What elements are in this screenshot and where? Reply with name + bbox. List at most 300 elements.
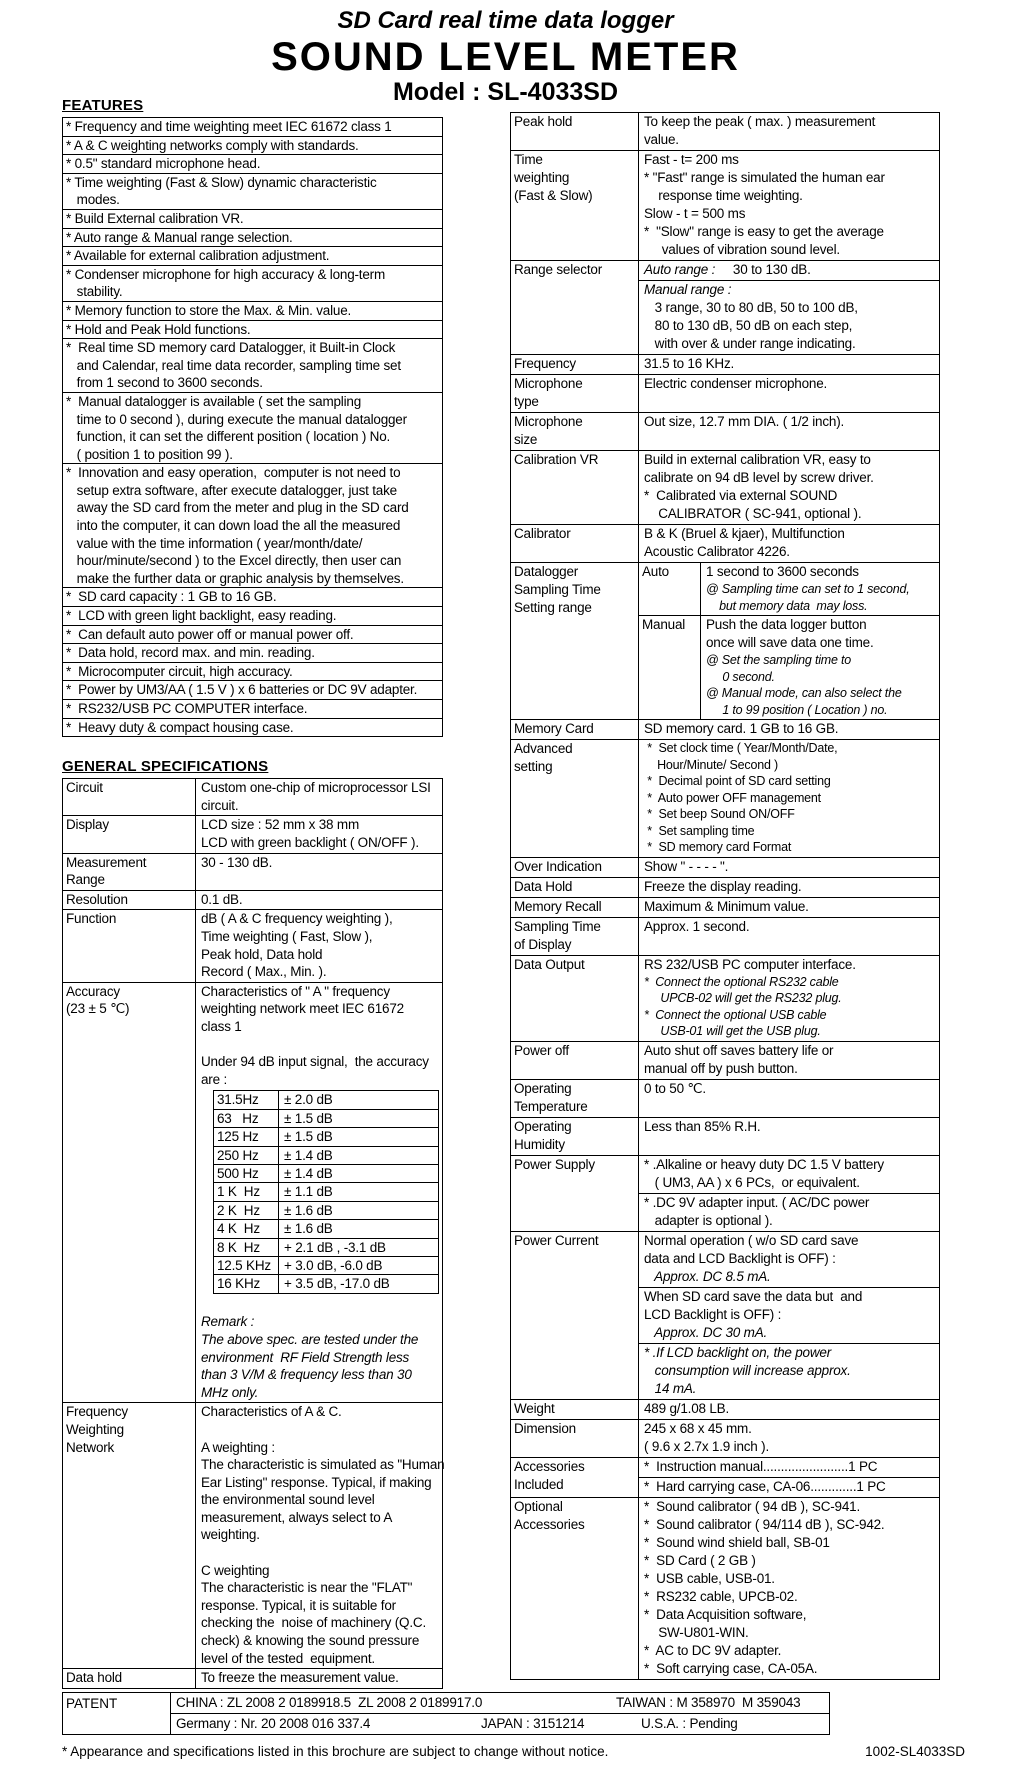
spec-row	[511, 524, 939, 562]
text-line: measurement, always select to A	[201, 1509, 393, 1525]
patent-germany: Germany : Nr. 20 2008 016 337.4	[176, 1716, 371, 1731]
text-line: * Real time SD memory card Datalogger, it Built-in Clock	[66, 340, 396, 356]
text-line: Freeze the display reading.	[644, 878, 802, 894]
text-line: 31.5 to 16 KHz.	[644, 356, 735, 371]
text-line: class 1	[201, 1018, 242, 1034]
accuracy-tolerance: + 3.0 dB, -6.0 dB	[284, 1257, 383, 1273]
spec-value-area	[639, 740, 939, 857]
spec-label	[511, 1498, 639, 1679]
text-line: Memory Card	[514, 721, 594, 736]
text-line: 80 to 130 dB, 50 dB on each step,	[644, 318, 853, 333]
text-line: weighting	[514, 170, 570, 185]
text-line: USB-01 will get the USB plug.	[644, 1024, 821, 1038]
accuracy-tolerance: ± 1.5 dB	[284, 1129, 333, 1145]
spec-row	[511, 354, 939, 374]
feature-item	[63, 136, 442, 155]
text-line: * Heavy duty & compact housing case.	[66, 719, 294, 735]
text-line: time to 0 second ), during execute the manual datalogger	[66, 411, 407, 427]
text-line: checking the noise of machinery (Q.C.	[201, 1615, 427, 1631]
spec-label	[511, 1458, 639, 1497]
accuracy-tolerance: + 3.5 dB, -17.0 dB	[284, 1276, 390, 1292]
text-line: ( position 1 to position 99 ).	[66, 446, 233, 462]
text-line: Microphone	[514, 414, 583, 429]
text-line: LCD Backlight is OFF) :	[644, 1306, 782, 1322]
text-line: modes.	[66, 192, 120, 208]
text-line: Sampling Time	[514, 582, 601, 597]
spec-value	[639, 956, 939, 1041]
text-line: hour/minute/second ) to the Excel directly, then user can	[66, 553, 402, 569]
feature-item	[63, 587, 442, 606]
accuracy-row	[214, 1274, 438, 1292]
text-line: Accessories	[514, 1516, 585, 1532]
text-line: 245 x 68 x 45 mm.	[644, 1420, 752, 1436]
text-line: @ Sampling time can set to 1 second,	[706, 582, 910, 596]
text-line: 0 second.	[706, 669, 775, 684]
spec-value	[639, 151, 939, 260]
text-line: Less than 85% R.H.	[644, 1118, 761, 1134]
text-line: Hour/Minute/ Second )	[644, 757, 778, 772]
text-line: @ Manual mode, can also select the	[706, 686, 902, 700]
spec-value-area	[639, 451, 939, 524]
accuracy-frequency: 16 KHz	[214, 1275, 279, 1292]
text-line: Memory Recall	[514, 898, 602, 914]
feature-item	[63, 173, 442, 209]
spec-label	[511, 898, 639, 917]
spec-value-area	[639, 1232, 939, 1399]
spec-row	[511, 260, 939, 354]
spec-row	[63, 982, 442, 1403]
text-line: SW-U801-WIN.	[644, 1624, 749, 1640]
text-line: Weighting	[66, 1421, 124, 1437]
spec-value-area	[639, 1042, 939, 1079]
text-line	[201, 1296, 440, 1314]
spec-value-area	[639, 720, 939, 739]
spec-value	[196, 983, 442, 1403]
text-line: When SD card save the data but and	[644, 1288, 863, 1304]
spec-value	[639, 525, 939, 562]
text-line: Under 94 dB input signal, the accuracy	[201, 1054, 429, 1070]
spec-value-area	[639, 375, 939, 412]
text-line: environment RF Field Strength less	[201, 1349, 410, 1365]
accuracy-row	[214, 1238, 438, 1256]
text-line: (23 ± 5 ℃)	[66, 1001, 130, 1017]
text-line: * AC to DC 9V adapter.	[644, 1642, 782, 1658]
spec-value-area	[639, 113, 939, 150]
accuracy-row	[214, 1201, 438, 1219]
text-line: Manual	[642, 617, 686, 632]
text-line: adapter is optional ).	[644, 1212, 773, 1228]
text-line: type	[514, 394, 539, 409]
text-line: Calibration VR	[514, 452, 599, 467]
text-line: dB ( A & C frequency weighting ),	[201, 911, 393, 927]
general-specs-table	[62, 778, 443, 1689]
text-line: * Auto range & Manual range selection.	[66, 229, 293, 245]
text-line: Time	[514, 152, 543, 167]
text-line: * Power by UM3/AA ( 1.5 V ) x 6 batteries or DC 9V adapter.	[66, 682, 418, 698]
patent-taiwan: TAIWAN : M 358970 M 359043	[616, 1695, 801, 1710]
patent-usa: U.S.A. : Pending	[641, 1716, 738, 1731]
text-line: Weight	[514, 1400, 555, 1416]
text-line: Accuracy	[66, 983, 120, 999]
spec-value	[639, 1156, 939, 1193]
text-line: Characteristics of " A " frequency	[201, 983, 390, 999]
spec-row	[511, 1079, 939, 1117]
feature-item	[63, 662, 442, 681]
spec-row	[511, 857, 939, 877]
accuracy-frequency: 125 Hz	[214, 1128, 279, 1145]
spec-value	[639, 918, 939, 955]
text-line: Manual range :	[644, 282, 732, 297]
accuracy-frequency: 63 Hz	[214, 1110, 279, 1127]
text-line: Power Current	[514, 1232, 599, 1248]
patent-japan: JAPAN : 3151214	[481, 1716, 585, 1731]
accuracy-row	[214, 1109, 438, 1127]
feature-item	[63, 338, 442, 392]
spec-value-area	[639, 1080, 939, 1117]
spec-label	[63, 983, 196, 1403]
text-line: Frequency	[66, 1404, 128, 1420]
feature-item	[63, 118, 442, 136]
text-line: setting	[514, 759, 553, 774]
text-line: Record ( Max., Min. ).	[201, 964, 327, 980]
text-line: * Calibrated via external SOUND	[644, 488, 838, 503]
text-line: Operating	[514, 1080, 572, 1096]
accuracy-row	[214, 1256, 438, 1274]
text-line: response time weighting.	[644, 188, 803, 203]
spec-row	[511, 450, 939, 524]
accuracy-frequency: 31.5Hz	[214, 1091, 279, 1108]
product-subtitle: SD Card real time data logger	[337, 7, 674, 34]
text-line: Temperature	[514, 1098, 588, 1114]
spec-row	[511, 719, 939, 739]
spec-label	[511, 413, 639, 450]
accuracy-tolerance: ± 2.0 dB	[284, 1092, 333, 1108]
text-line: setup extra software, after execute datalogger, just take	[66, 482, 397, 498]
spec-value-area	[639, 898, 939, 917]
text-line: 0 to 50 ℃.	[644, 1080, 706, 1096]
text-line: and Calendar, real time data recorder, sampling time set	[66, 357, 401, 373]
text-line: of Display	[514, 936, 572, 952]
accuracy-tolerance: ± 1.4 dB	[284, 1147, 333, 1163]
spec-row	[511, 897, 939, 917]
text-line: Approx. DC 8.5 mA.	[644, 1268, 771, 1284]
text-line: * Innovation and easy operation, computer is not need to	[66, 465, 401, 481]
text-line	[201, 1421, 440, 1439]
spec-label	[63, 854, 196, 890]
spec-value	[639, 280, 939, 354]
feature-item	[63, 606, 442, 625]
spec-subrow-value	[701, 616, 939, 719]
spec-value-area	[639, 1118, 939, 1155]
spec-row	[511, 739, 939, 857]
text-line: Out size, 12.7 mm DIA. ( 1/2 inch).	[644, 414, 845, 429]
spec-row	[63, 1402, 445, 1668]
spec-row	[511, 113, 939, 150]
spec-value	[639, 1400, 939, 1419]
text-line: * Hold and Peak Hold functions.	[66, 321, 251, 337]
text-line: Datalogger	[514, 564, 579, 579]
feature-item	[63, 301, 442, 320]
text-line: * Microcomputer circuit, high accuracy.	[66, 663, 293, 679]
text-line: C weighting	[201, 1562, 270, 1578]
text-line: * Set sampling time	[644, 823, 755, 838]
accuracy-row	[214, 1127, 438, 1145]
text-line: Power off	[514, 1042, 569, 1058]
text-line: Circuit	[66, 780, 103, 796]
features-table	[62, 117, 443, 737]
text-line: Fast - t= 200 ms	[644, 152, 739, 167]
text-line: Approx. 1 second.	[644, 918, 750, 934]
spec-subrow-key	[639, 616, 701, 719]
feature-item	[63, 392, 442, 463]
text-line: * Connect the optional RS232 cable	[644, 974, 839, 989]
spec-label	[511, 1156, 639, 1231]
text-line: * RS232 cable, UPCB-02.	[644, 1588, 798, 1604]
text-line: data and LCD Backlight is OFF) :	[644, 1250, 836, 1266]
accuracy-frequency: 4 K Hz	[214, 1220, 279, 1237]
spec-row	[63, 815, 442, 852]
right-column	[510, 112, 940, 1680]
text-line: stability.	[66, 284, 123, 300]
accuracy-frequency: 12.5 KHz	[214, 1257, 279, 1274]
text-line: * "Fast" range is simulated the human ear	[644, 170, 885, 185]
feature-item	[63, 643, 442, 662]
text-line: Accessories	[514, 1458, 585, 1474]
text-line: Acoustic Calibrator 4226.	[644, 544, 790, 559]
text-line: Slow - t = 500 ms	[644, 206, 746, 221]
spec-value-area	[639, 1400, 939, 1419]
text-line: * Connect the optional USB cable	[644, 1007, 827, 1022]
spec-value	[639, 858, 939, 877]
text-line: * LCD with green light backlight, easy reading.	[66, 608, 337, 624]
feature-item	[63, 154, 442, 173]
spec-value	[196, 1403, 445, 1668]
text-line: response. Typical, it is suitable for	[201, 1597, 396, 1613]
footer-note: * Appearance and specifications listed in this brochure are subject to change without notice.	[62, 1744, 609, 1759]
text-line: SD memory card. 1 GB to 16 GB.	[644, 721, 839, 736]
spec-value	[639, 1287, 939, 1343]
text-line: * .DC 9V adapter input. ( AC/DC power	[644, 1194, 870, 1210]
spec-row	[511, 877, 939, 897]
text-line: * Data hold, record max. and min. reading.	[66, 645, 315, 661]
text-line: * 0.5" standard microphone head.	[66, 156, 261, 172]
text-line: Power Supply	[514, 1156, 595, 1172]
spec-value-area	[639, 261, 939, 354]
patent-china: CHINA : ZL 2008 2 0189918.5 ZL 2008 2 0189917.0	[176, 1695, 483, 1710]
spec-value	[196, 779, 442, 815]
text-line: value.	[644, 132, 679, 147]
spec-value-area	[639, 1420, 939, 1457]
text-line: To keep the peak ( max. ) measurement	[644, 114, 876, 129]
spec-label	[511, 451, 639, 524]
accuracy-frequency: 1 K Hz	[214, 1183, 279, 1200]
accuracy-row	[214, 1182, 438, 1200]
spec-value	[639, 113, 939, 150]
doc-code: 1002-SL4033SD	[865, 1744, 965, 1759]
text-line: Remark :	[201, 1314, 255, 1330]
spec-label	[511, 1420, 639, 1457]
text-line: Custom one-chip of microprocessor LSI	[201, 780, 431, 796]
spec-row	[63, 1668, 442, 1688]
spec-value	[639, 1080, 939, 1117]
accuracy-frequency: 8 K Hz	[214, 1239, 279, 1256]
text-line: * Decimal point of SD card setting	[644, 774, 831, 788]
text-line: 0.1 dB.	[201, 891, 243, 907]
spec-value-area	[639, 525, 939, 562]
text-line: (Fast & Slow)	[514, 188, 593, 203]
accuracy-table	[213, 1090, 439, 1293]
spec-value	[639, 740, 939, 857]
text-line: * USB cable, USB-01.	[644, 1570, 775, 1586]
text-line: Ear Listing" response. Typical, if making	[201, 1474, 432, 1490]
accuracy-frequency: 500 Hz	[214, 1165, 279, 1182]
spec-label	[511, 375, 639, 412]
spec-row	[511, 1231, 939, 1399]
spec-label	[511, 151, 639, 260]
text-line: are :	[201, 1071, 228, 1087]
text-line: A weighting :	[201, 1439, 275, 1455]
text-line: * Hard carrying case, CA-06.............1 PC	[644, 1478, 886, 1494]
spec-value	[639, 878, 939, 897]
text-line: level of the tested equipment.	[201, 1650, 375, 1666]
spec-value-area	[639, 1156, 939, 1231]
spec-label	[511, 918, 639, 955]
accuracy-row	[214, 1091, 438, 1108]
text-line: Range	[66, 872, 105, 888]
text-line: ( 9.6 x 2.7x 1.9 inch ).	[644, 1438, 770, 1454]
text-line: Humidity	[514, 1136, 565, 1152]
text-line: Maximum & Minimum value.	[644, 898, 809, 914]
spec-value	[639, 1118, 939, 1155]
text-line: * Set clock time ( Year/Month/Date,	[644, 741, 838, 755]
spec-row	[63, 909, 442, 981]
text-line: values of vibration sound level.	[644, 242, 840, 257]
text-line: from 1 second to 3600 seconds.	[66, 375, 263, 391]
text-line: Function	[66, 911, 117, 927]
spec-label	[511, 720, 639, 739]
text-line: * "Slow" range is easy to get the average	[644, 224, 884, 239]
accuracy-frequency: 250 Hz	[214, 1147, 279, 1164]
spec-label	[511, 956, 639, 1041]
spec-value-area	[639, 956, 939, 1041]
spec-row	[63, 779, 442, 815]
spec-row	[511, 374, 939, 412]
text-line: * Manual datalogger is available ( set the sampling	[66, 393, 362, 409]
feature-item	[63, 625, 442, 644]
text-line: Frequency	[514, 356, 576, 371]
text-line: Electric condenser microphone.	[644, 376, 828, 391]
spec-value	[639, 1042, 939, 1079]
patent-table	[62, 1692, 830, 1735]
accuracy-frequency: 2 K Hz	[214, 1202, 279, 1219]
accuracy-tolerance: ± 1.1 dB	[284, 1184, 333, 1200]
accuracy-tolerance: + 2.1 dB , -3.1 dB	[284, 1239, 386, 1255]
text-line: Microphone	[514, 376, 583, 391]
text-line: The above spec. are tested under the	[201, 1331, 419, 1347]
patent-label: PATENT	[63, 1693, 171, 1734]
accuracy-tolerance: ± 1.6 dB	[284, 1202, 333, 1218]
spec-subrow	[639, 563, 939, 615]
text-line: Network	[66, 1439, 115, 1455]
text-line: ( UM3, AA ) x 6 PCs, or equivalent.	[644, 1174, 860, 1190]
spec-value	[639, 1420, 939, 1457]
spec-row	[511, 150, 939, 260]
feature-item	[63, 463, 442, 587]
text-line: Push the data logger button	[706, 617, 867, 632]
text-line: Auto range : 30 to 130 dB.	[644, 262, 811, 277]
spec-label	[511, 740, 639, 857]
text-line: * Condenser microphone for high accuracy & long-term	[66, 266, 386, 282]
text-line: * Can default auto power off or manual power off.	[66, 626, 354, 642]
text-line: Peak hold	[514, 114, 573, 129]
text-line: RS 232/USB PC computer interface.	[644, 956, 856, 972]
accuracy-tolerance: ± 1.4 dB	[284, 1165, 333, 1181]
text-line: Included	[514, 1476, 564, 1492]
spec-subrow-key	[639, 563, 701, 615]
text-line: * SD card capacity : 1 GB to 16 GB.	[66, 589, 277, 605]
text-line: Calibrator	[514, 526, 571, 541]
text-line: UPCB-02 will get the RS232 plug.	[644, 991, 842, 1005]
spec-label	[63, 1669, 196, 1688]
spec-row	[511, 1497, 939, 1679]
text-line	[201, 1036, 440, 1054]
spec-value	[639, 1498, 939, 1679]
spec-value	[639, 413, 939, 450]
spec-row	[511, 1419, 939, 1457]
text-line: Time weighting ( Fast, Slow ),	[201, 928, 373, 944]
right-specs-table	[510, 112, 940, 1680]
text-line: @ Set the sampling time to	[706, 653, 852, 667]
spec-label	[511, 525, 639, 562]
text-line: LCD with green backlight ( ON/OFF ).	[201, 834, 419, 850]
text-line: * Instruction manual........................1 PC	[644, 1458, 878, 1474]
spec-subrow-value	[701, 563, 939, 615]
text-line: MHz only.	[201, 1384, 259, 1400]
spec-label	[63, 891, 196, 910]
patent-line-2	[171, 1713, 829, 1734]
feature-item	[63, 699, 442, 718]
spec-row	[511, 1117, 939, 1155]
text-line: Peak hold, Data hold	[201, 946, 323, 962]
text-line: function, it can set the different position ( location ) No.	[66, 429, 391, 445]
text-line: CALIBRATOR ( SC-941, optional ).	[644, 506, 862, 521]
text-line: Sampling Time	[514, 918, 601, 934]
text-line: * Soft carrying case, CA-05A.	[644, 1660, 818, 1676]
spec-label	[511, 563, 639, 719]
feature-item	[63, 718, 442, 737]
spec-value-area	[639, 858, 939, 877]
spec-label	[511, 1080, 639, 1117]
spec-row	[511, 1399, 939, 1419]
text-line: Dimension	[514, 1420, 576, 1436]
text-line: 1 second to 3600 seconds	[706, 564, 859, 579]
spec-row	[511, 955, 939, 1041]
spec-row	[63, 853, 442, 890]
text-line: weighting.	[201, 1527, 260, 1543]
spec-value	[196, 891, 442, 910]
text-line: The characteristic is simulated as "Human	[201, 1457, 445, 1473]
text-line: * RS232/USB PC COMPUTER interface.	[66, 701, 308, 716]
spec-row	[511, 562, 939, 719]
text-line: weighting network meet IEC 61672	[201, 1001, 404, 1017]
text-line: * Frequency and time weighting meet IEC 61672 class 1	[66, 119, 392, 134]
text-line: 30 - 130 dB.	[201, 854, 273, 870]
text-line: calibrate on 94 dB level by screw driver.	[644, 470, 874, 485]
spec-label	[511, 1042, 639, 1079]
text-line: Show " - - - - ".	[644, 858, 729, 874]
text-line: make the further data or graphic analysis by themselves.	[66, 570, 404, 586]
text-line: value with the time information ( year/month/date/	[66, 535, 363, 551]
